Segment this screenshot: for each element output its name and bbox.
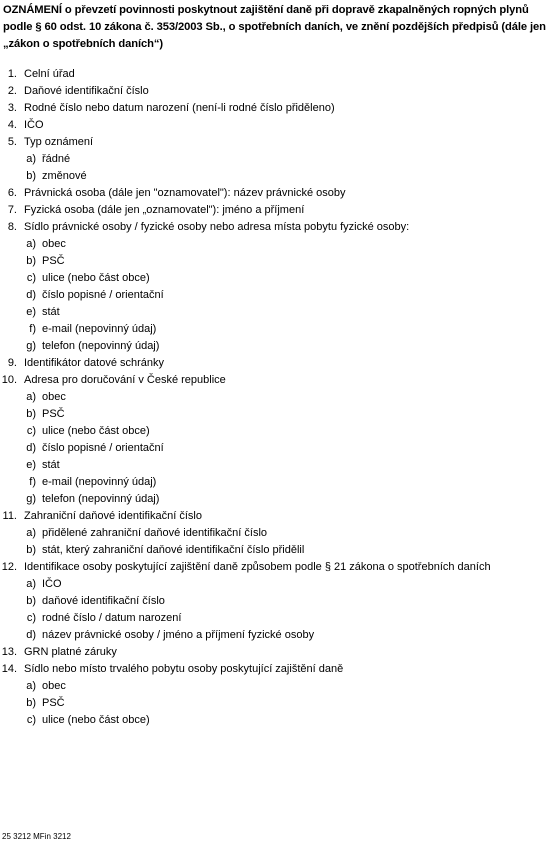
sub-list-item bbox=[0, 474, 550, 491]
item-number: g) bbox=[26, 340, 36, 352]
item-text: ulice (nebo část obce) bbox=[42, 272, 150, 284]
list-item bbox=[0, 372, 550, 389]
sub-list-item bbox=[0, 338, 550, 355]
item-text: Adresa pro doručování v České republice bbox=[24, 374, 226, 386]
item-text: Sídlo nebo místo trvalého pobytu osoby poskytující zajištění daně bbox=[24, 663, 344, 675]
item-number: 1. bbox=[7, 68, 17, 80]
item-number: a) bbox=[26, 238, 36, 250]
item-number: 12. bbox=[1, 561, 17, 573]
item-number: c) bbox=[26, 425, 36, 437]
item-number: 7. bbox=[7, 204, 17, 216]
item-number: c) bbox=[26, 612, 36, 624]
list-item bbox=[0, 508, 550, 525]
form-code-footer: 25 3212 MFin 3212 bbox=[2, 832, 71, 841]
item-text: řádné bbox=[42, 153, 71, 165]
sub-list-item bbox=[0, 151, 550, 168]
item-text: Identifikace osoby poskytující zajištění daně způsobem podle § 21 zákona o spotřebních daních bbox=[24, 561, 491, 573]
item-number: 6. bbox=[7, 187, 17, 199]
item-number: c) bbox=[26, 714, 36, 726]
item-text: PSČ bbox=[42, 255, 65, 267]
item-text: přidělené zahraniční daňové identifikační číslo bbox=[42, 527, 268, 539]
item-text: název právnické osoby / jméno a příjmení fyzické osoby bbox=[42, 629, 315, 641]
list-item bbox=[0, 83, 550, 100]
item-number: a) bbox=[26, 527, 36, 539]
item-text: Daňové identifikační číslo bbox=[24, 85, 149, 97]
sub-list-item bbox=[0, 491, 550, 508]
item-text: stát, který zahraniční daňové identifikační číslo přidělil bbox=[42, 544, 305, 556]
item-text: telefon (nepovinný údaj) bbox=[42, 340, 160, 352]
sub-list-item bbox=[0, 168, 550, 185]
item-text: ulice (nebo část obce) bbox=[42, 714, 150, 726]
item-text: číslo popisné / orientační bbox=[42, 442, 164, 454]
item-text: Právnická osoba (dále jen "oznamovatel"): název právnické osoby bbox=[24, 187, 346, 199]
item-number: 2. bbox=[7, 85, 17, 97]
form-field-list bbox=[0, 66, 550, 729]
item-text: IČO bbox=[42, 578, 62, 590]
item-text: číslo popisné / orientační bbox=[42, 289, 164, 301]
list-item bbox=[0, 661, 550, 678]
item-number: b) bbox=[26, 595, 36, 607]
item-text: daňové identifikační číslo bbox=[42, 595, 165, 607]
list-item bbox=[0, 66, 550, 83]
item-text: Rodné číslo nebo datum narození (není-li rodné číslo přiděleno) bbox=[24, 102, 335, 114]
item-number: d) bbox=[26, 629, 36, 641]
sub-list-item bbox=[0, 236, 550, 253]
list-item bbox=[0, 219, 550, 236]
sub-list-item bbox=[0, 321, 550, 338]
item-number: b) bbox=[26, 255, 36, 267]
item-number: b) bbox=[26, 408, 36, 420]
item-text: ulice (nebo část obce) bbox=[42, 425, 150, 437]
item-text: GRN platné záruky bbox=[24, 646, 117, 658]
item-number: 9. bbox=[7, 357, 17, 369]
item-text: e-mail (nepovinný údaj) bbox=[42, 476, 157, 488]
item-text: Identifikátor datové schránky bbox=[24, 357, 165, 369]
item-number: 13. bbox=[1, 646, 17, 658]
list-item bbox=[0, 355, 550, 372]
list-item bbox=[0, 644, 550, 661]
item-number: b) bbox=[26, 697, 36, 709]
list-item bbox=[0, 117, 550, 134]
sub-list-item bbox=[0, 542, 550, 559]
item-number: a) bbox=[26, 391, 36, 403]
sub-list-item bbox=[0, 389, 550, 406]
item-number: a) bbox=[26, 680, 36, 692]
item-number: d) bbox=[26, 289, 36, 301]
sub-list-item bbox=[0, 576, 550, 593]
list-item bbox=[0, 100, 550, 117]
item-text: Fyzická osoba (dále jen „oznamovatel"): jméno a příjmení bbox=[24, 204, 305, 216]
item-text: rodné číslo / datum narození bbox=[42, 612, 182, 624]
sub-list-item bbox=[0, 423, 550, 440]
item-number: 14. bbox=[1, 663, 17, 675]
sub-list-item bbox=[0, 712, 550, 729]
item-number: a) bbox=[26, 153, 36, 165]
item-text: PSČ bbox=[42, 408, 65, 420]
sub-list-item bbox=[0, 695, 550, 712]
item-text: Celní úřad bbox=[24, 68, 75, 80]
item-number: b) bbox=[26, 170, 36, 182]
item-number: d) bbox=[26, 442, 36, 454]
item-number: c) bbox=[26, 272, 36, 284]
sub-list-item bbox=[0, 253, 550, 270]
list-item bbox=[0, 202, 550, 219]
sub-list-item bbox=[0, 287, 550, 304]
item-text: IČO bbox=[24, 119, 44, 131]
list-item bbox=[0, 559, 550, 576]
sub-list-item bbox=[0, 678, 550, 695]
sub-list-item bbox=[0, 304, 550, 321]
item-number: 3. bbox=[7, 102, 17, 114]
item-number: a) bbox=[26, 578, 36, 590]
item-number: e) bbox=[26, 459, 36, 471]
sub-list-item bbox=[0, 440, 550, 457]
item-text: obec bbox=[42, 391, 66, 403]
item-text: e-mail (nepovinný údaj) bbox=[42, 323, 157, 335]
item-text: stát bbox=[42, 459, 60, 471]
sub-list-item bbox=[0, 627, 550, 644]
list-item bbox=[0, 134, 550, 151]
item-number: f) bbox=[29, 476, 36, 488]
item-text: změnové bbox=[42, 170, 87, 182]
item-number: 10. bbox=[1, 374, 17, 386]
item-text: Sídlo právnické osoby / fyzické osoby nebo adresa místa pobytu fyzické osoby: bbox=[24, 221, 410, 233]
item-text: Zahraniční daňové identifikační číslo bbox=[24, 510, 202, 522]
item-number: 8. bbox=[7, 221, 17, 233]
document-title: OZNÁMENÍ o převzetí povinnosti poskytnout zajištění daně při dopravě zkapalněných ropných plynů podle § 60 odst. 10 zákona č. 353/2003 Sb., o spotřebních daních, ve znění pozdějších předpisů (dále jen „zákon o spotřebních daních“) bbox=[3, 4, 546, 50]
item-number: b) bbox=[26, 544, 36, 556]
item-number: 5. bbox=[7, 136, 17, 148]
item-number: f) bbox=[29, 323, 36, 335]
item-number: 11. bbox=[2, 510, 17, 522]
sub-list-item bbox=[0, 406, 550, 423]
item-text: stát bbox=[42, 306, 60, 318]
item-number: 4. bbox=[7, 119, 17, 131]
item-number: g) bbox=[26, 493, 36, 505]
sub-list-item bbox=[0, 610, 550, 627]
item-text: telefon (nepovinný údaj) bbox=[42, 493, 160, 505]
list-item bbox=[0, 185, 550, 202]
sub-list-item bbox=[0, 270, 550, 287]
item-text: PSČ bbox=[42, 697, 65, 709]
item-text: Typ oznámení bbox=[24, 136, 94, 148]
item-text: obec bbox=[42, 680, 66, 692]
item-number: e) bbox=[26, 306, 36, 318]
sub-list-item bbox=[0, 457, 550, 474]
sub-list-item bbox=[0, 525, 550, 542]
item-text: obec bbox=[42, 238, 66, 250]
sub-list-item bbox=[0, 593, 550, 610]
